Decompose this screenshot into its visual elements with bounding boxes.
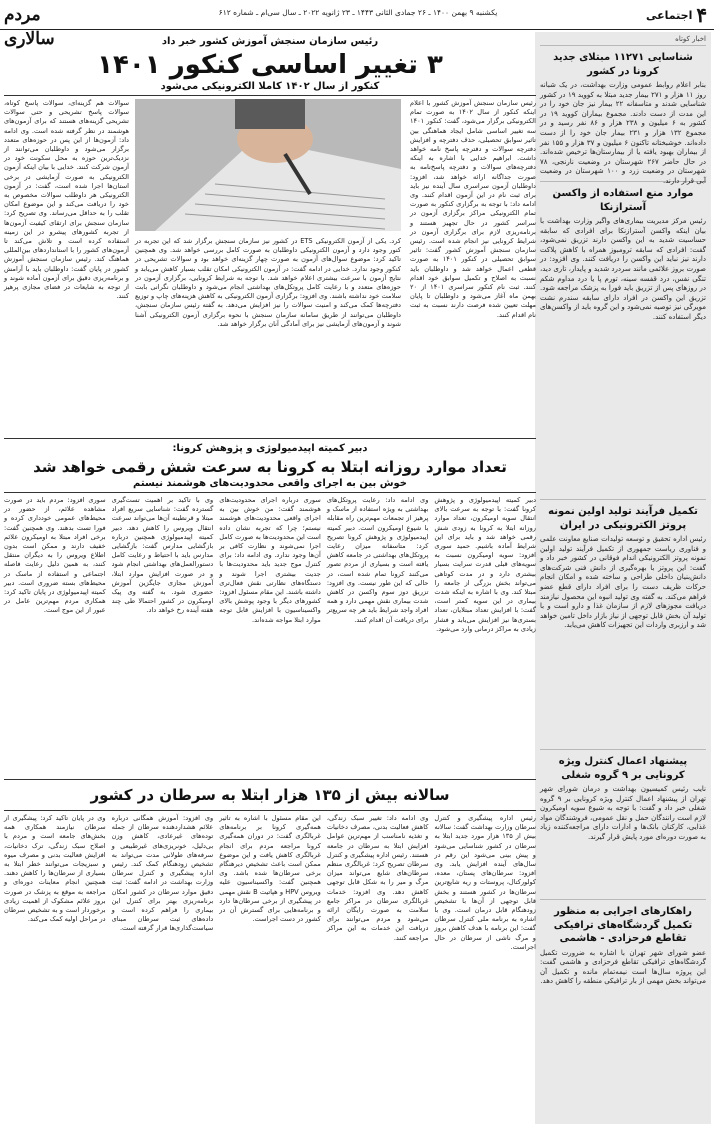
article-subhead: خوش بین به اجرای واقعی محدودیت‌های هوشمند نیستم <box>133 478 407 489</box>
article-konkur <box>4 99 536 435</box>
article-column: وی ادامه داد: رعایت پروتکل‌های بهداشتی به ویژه استفاده از ماسک و پرهیز از تجمعات مهم‌ترین راه مقابله با شیوع اومیکرون است. دبیر کمیته اپیدمیولوژی و پژوهش کرونا تصریح کرد: متاسفانه میزان رعایت پروتکل‌های بهداشتی در جامعه کاهش یافته است و بسیاری از مردم تصور می‌کنند کرونا تمام شده است، در حالی که این طور نیست. وی افزود: تزریق دوز سوم واکسن در کاهش شدت بیماری نقش مهمی دارد و همه افراد واجد شرایط باید هر چه سریع‌تر برای دریافت آن اقدام کنند. <box>326 496 429 624</box>
article-corona <box>4 443 536 776</box>
issue-line: یکشنبه ۹ بهمن ۱۴۰۰ ـ ۲۶ جمادی الثانی ۱۴۴۳ ـ ۲۳ ژانویه ۲۰۲۲ ـ سال سی‌ام ـ شماره ۶۱۲ <box>218 8 498 17</box>
article-column: رئیس سازمان سنجش آموزش کشور با اعلام اینکه کنکور از سال ۱۴۰۲ به صورت تمام الکترونیکی برگزار می‌شود، گفت: کنکور ۱۴۰۱ سه تغییر اساسی شامل ایجاد هماهنگی بین تاثیر سوابق تحصیلی، حذف دفترچه و افزایش دفترچه سوالات و دفترچه پاسخ نامه خواهد داشت. ابراهیم خدایی با اشاره به اینکه دفترچه‌های سوالات و دفترچه پاسخ‌نامه به صورت جداگانه ارائه خواهد شد، افزود: داوطلبان آزمون سراسری سال آینده نیز باید برای ثبت نام در این آزمون اقدام کنند. وی ادامه داد: با توجه به برگزاری کنکور به صورت تمام الکترونیکی مراکز برگزاری آزمون در سراسر کشور در حال تجهیز هستند و برنامه‌ریزی لازم برای برگزاری آزمون در شرایط کرونایی نیز انجام شده است. رئیس سازمان سنجش آموزش کشور گفت: تاثیر سوابق تحصیلی در کنکور ۱۴۰۱ به صورت قطعی اعمال خواهد شد و داوطلبان باید نسبت به اصلاح و تکمیل سوابق خود اقدام کنند. ثبت نام کنکور سراسری ۱۴۰۱ از ۲۰ بهمن ماه آغاز می‌شود و داوطلبان تا پایان مهلت تعیین شده فرصت دارند نسبت به ثبت نام اقدام کنند. <box>410 99 536 319</box>
sidebar-item-title: موارد منع استفاده از واکسن آسترازنکا <box>552 188 694 213</box>
article-kicker: رئیس سازمان سنجش آموزش کشور خبر داد <box>161 36 379 47</box>
divider <box>4 492 536 493</box>
hand-writing-icon <box>135 99 401 231</box>
article-column: دبیر کمیته اپیدمیولوژی و پژوهش کرونا گفت: با توجه به سرعت بالای انتقال سویه اومیکرون، تعداد موارد روزانه ابتلا به کرونا به زودی شش رقمی خواهد شد و باید برای این شرایط آماده باشیم. حمید سوری افزود: سویه اومیکرون نسبت به سویه‌های قبلی قدرت سرایت بسیار بیشتری دارد و در مدت کوتاهی می‌تواند بخش بزرگی از جامعه را مبتلا کند. وی با اشاره به اینکه شدت بیماری در این سویه کمتر است، گفت: با افزایش تعداد مبتلایان، تعداد بستری‌ها نیز افزایش می‌یابد و فشار زیادی به مراکز درمانی وارد می‌شود. <box>434 496 536 633</box>
article-column: سوری درباره اجرای محدودیت‌های هوشمند گفت: من خوش بین به اجرای واقعی محدودیت‌های هوشمند نیستم؛ چرا که تجربه نشان داده است این محدودیت‌ها به صورت کامل اجرا نمی‌شوند و نظارت کافی بر آن‌ها وجود ندارد. وی ادامه داد: برای کنترل موج جدید باید محدودیت‌ها با جدیت بیشتری اجرا شوند و دستگاه‌های نظارتی نقش فعال‌تری داشته باشند. این مقام مسئول افزود: کشورهای دیگر با وجود پوشش بالای واکسیناسیون با افزایش قابل توجه موارد ابتلا مواجه شده‌اند. <box>219 496 321 624</box>
article-headline: ۳ تغییر اساسی کنکور ۱۴۰۱ <box>97 50 443 80</box>
sidebar-label: اخبار کوتاه <box>540 32 706 46</box>
main-content <box>4 32 536 1124</box>
news-sidebar <box>535 32 711 1124</box>
sidebar-item-text: رئیس مرکز مدیریت بیماری‌های واگیر وزارت بهداشت با بیان اینکه واکسن آسترازنکا برای افرادی که سابقه حساسیت شدید به این واکسن دارند تزریق نمی‌شود، گفت: افرادی که سابقه ترومبوز همراه با کاهش پلاکت دارند نیز نباید این واکسن را دریافت کنند. وی افزود: در صورت بروز علائمی مانند سردرد شدید و پایدار، تاری دید، تنگی نفس، درد قفسه سینه، تورم پا یا درد مداوم شکم در روزهای پس از تزریق باید فورا به پزشک مراجعه شود. تزریق این واکسن در افراد دارای سابقه سندرم نشت مویرگی نیز توصیه نمی‌شود و این گروه باید از واکسن‌های دیگر استفاده کنند. <box>540 217 706 321</box>
article-column: وی افزود: آموزش همگانی درباره علائم هشداردهنده سرطان از جمله توده‌های غیرعادی، کاهش وزن بی‌دلیل، خونریزی‌های غیرطبیعی و سرفه‌های طولانی مدت می‌تواند به تشخیص زودهنگام کمک کند. رئیس اداره پیشگیری و کنترل سرطان وزارت بهداشت در ادامه گفت: ثبت دقیق موارد سرطان در کشور امکان برنامه‌ریزی بهتر برای کنترل این بیماری را فراهم کرده است و داده‌های ثبت سرطان مبنای سیاست‌گذاری‌ها قرار گرفته است. <box>111 814 214 933</box>
article-column: سوری افزود: مردم باید در صورت مشاهده علائم، از حضور در محیط‌های عمومی خودداری کرده و فورا تست بدهند. وی همچنین گفت: برخی افراد مبتلا به اومیکرون علائم خفیف دارند و ممکن است بدون اطلاع ویروس را به دیگران منتقل کنند، به همین دلیل رعایت فاصله اجتماعی و استفاده از ماسک در محیط‌های بسته ضروری است. دبیر کمیته اپیدمیولوژی در پایان تاکید کرد: همکاری مردم مهم‌ترین عامل در عبور از این موج است. <box>4 496 106 615</box>
exam-photo <box>135 99 401 231</box>
sidebar-item-text: نایب رئیس کمیسیون بهداشت و درمان شورای شهر تهران از پیشنهاد اعمال کنترل ویژه کرونایی بر ۹ گروه شغلی خبر داد و گفت: با توجه به شیوع سویه اومیکرون لازم است رانندگان حمل و نقل عمومی، فروشندگان مواد غذایی، کارکنان بانک‌ها و ادارات دارای مراجعه‌کننده زیاد به صورت دوره‌ای مورد پایش قرار گیرند. <box>540 785 706 841</box>
article-kicker: دبیر کمیته اپیدمیولوژی و پژوهش کرونا: <box>172 443 368 454</box>
section-name: اجتماعی <box>646 8 693 22</box>
page-number: ۴ <box>696 3 708 27</box>
article-cancer <box>4 783 536 1114</box>
article-column: سوالات هم گزینه‌ای، سوالات پاسخ کوتاه، سوالات پاسخ تشریحی و حتی سوالات تشریحی گزینه‌های هستند که برای آزمون‌های هوشمند در نظر گرفته شده است. وی ادامه داد: آزمون‌ها از این پس در حوزه‌های متعدد برگزار می‌شود و داوطلبان می‌توانند از نزدیک‌ترین حوزه به محل سکونت خود در آزمون شرکت کنند. خدایی با بیان اینکه آزمون الکترونیکی به صورت آزمایشی در برخی استان‌ها اجرا شده است، گفت: در آزمون الکترونیکی هر داوطلب سوالات مخصوص به خود را دریافت می‌کند و این موضوع امکان تقلب را به حداقل می‌رساند. وی تصریح کرد: سازمان سنجش برای ارتقای کیفیت آزمون‌ها از تجربه کشورهای پیشرو در این زمینه استفاده کرده است و تلاش می‌کند تا آزمون‌های کشور را با استانداردهای بین‌المللی هماهنگ کند. رئیس سازمان سنجش آموزش کشور در پایان گفت: داوطلبان باید با آرامش و برنامه‌ریزی دقیق برای آزمون آماده شوند و از توجه به شایعات در فضای مجازی پرهیز کنند. <box>4 99 129 301</box>
article-column: وی ادامه داد: تغییر سبک زندگی، کاهش فعالیت بدنی، مصرف دخانیات و تغذیه نامناسب از مهم‌ترین عوامل افزایش ابتلا به سرطان در جامعه هستند. رئیس اداره پیشگیری و کنترل سرطان تصریح کرد: غربالگری منظم سرطان‌های شایع می‌تواند میزان مرگ و میر را به شکل قابل توجهی کاهش دهد. وی افزود: خدمات غربالگری سرطان در مراکز جامع سلامت به صورت رایگان ارائه می‌شود و مردم می‌توانند برای دریافت این خدمات به این مراکز مراجعه کنند. <box>326 814 429 942</box>
sidebar-item-title: راهکارهای اجرایی به منظور تکمیل گردشگاه‌های ترافیکی تقاطع فرحزادی - هاشمی <box>553 906 693 944</box>
divider <box>4 810 536 811</box>
article-headline: سالانه بیش از ۱۳۵ هزار ابتلا به سرطان در کشور <box>90 786 450 804</box>
divider <box>4 438 536 439</box>
divider <box>4 95 536 96</box>
sidebar-item-title: تکمیل فرآیند تولید اولین نمونه پروتز الکترونیکی در ایران <box>548 506 698 531</box>
article-column: وی در پایان تاکید کرد: پیشگیری از سرطان نیازمند همکاری همه بخش‌های جامعه است و مردم با اصلاح سبک زندگی، ترک دخانیات، افزایش فعالیت بدنی و مصرف میوه و سبزیجات می‌توانند خطر ابتلا به بسیاری از سرطان‌ها را کاهش دهند. همچنین انجام معاینات دوره‌ای و مراجعه به موقع به پزشک در صورت بروز علائم مشکوک از اهمیت زیادی برخوردار است و به تشخیص سرطان در مراحل اولیه کمک می‌کند. <box>4 814 106 924</box>
article-column: وی با تاکید بر اهمیت تست‌گیری گسترده گفت: شناسایی سریع افراد مبتلا و قرنطینه آن‌ها می‌تواند سرعت انتقال ویروس را کاهش دهد. دبیر کمیته اپیدمیولوژی همچنین درباره بازگشایی مدارس گفت: بازگشایی مدارس باید با احتیاط و رعایت کامل دستورالعمل‌های بهداشتی انجام شود و در صورت افزایش موارد ابتلا، آموزش مجازی جایگزین آموزش حضوری شود. به گفته وی پیک اومیکرون در کشور احتمالا طی چند هفته آینده رخ خواهد داد. <box>111 496 214 615</box>
article-column: کرد. یکی از آزمون الکترونیکی ETS در کشور نیز سازمان سنجش برگزار شد که این تجربه در کنور وجود دارد و آزمون الکترونیکی داوطلبان به صورت کامل بررسی خواهد شد. وی همچنین تاکید کرد: موضوع سوال‌های آزمون به صورت چهار گزینه‌ای خواهد بود و سوالات تشریحی در کنکور وجود ندارد. خدایی در ادامه گفت: در آزمون الکترونیکی امکان تقلب بسیار کاهش می‌یابد و نتایج آزمون با سرعت بیشتری اعلام خواهد شد. با توجه به شرایط کرونایی، برگزاری آزمون در حوزه‌های متعدد و با رعایت کامل پروتکل‌های بهداشتی انجام می‌شود و داوطلبان نگرانی بابت سلامت خود نداشته باشند. وی افزود: برگزاری آزمون الکترونیکی به کاهش هزینه‌های چاپ و توزیع دفترچه‌ها کمک می‌کند و امنیت سوالات را نیز افزایش می‌دهد. به گفته رئیس سازمان سنجش، داوطلبان می‌توانند از طریق سامانه سازمان سنجش با نحوه برگزاری آزمون الکترونیکی آشنا شوند و آزمون‌های آزمایشی نیز برای آمادگی آنان برگزار خواهد شد. <box>135 237 401 328</box>
sidebar-item-text: بنابر اعلام روابط عمومی وزارت بهداشت، در یک شبانه روز ۱۱ هزار و ۲۷۱ بیمار جدید مبتلا به کووید ۱۹ در کشور شناسایی شدند و متاسفانه ۲۲ بیمار نیز جان خود را در این مدت از دست دادند. مجموع بیماران کووید ۱۹ در کشور به ۶ میلیون و ۲۳۸ هزار و ۸۶ نفر رسید و در مجموع ۱۳۲ هزار و ۲۳۱ بیمار جان خود را از دست داده‌اند. خوشبختانه تاکنون ۶ میلیون و ۳۷ هزار و ۱۵۵ نفر از بیماران بهبود یافته یا از بیمارستان‌ها ترخیص شده‌اند. در حال حاضر ۲۶۷ شهرستان در وضعیت نارنجی، ۷۸ شهرستان در وضعیت زرد و ۱۰۰ شهرستان در وضعیت آبی قرار دارند. <box>540 81 707 185</box>
sidebar-item-text: رئیس اداره تحقیق و توسعه تولیدات صنایع معاونت علمی و فناوری ریاست جمهوری از تکمیل فرآیند تولید اولین نمونه پروتز الکترونیکی اندام فوقانی در کشور خبر داد و گفت: این پروتز با بهره‌گیری از دانش فنی شرکت‌های دانش‌بنیان داخلی طراحی و ساخته شده و امکان انجام حرکات ظریف دست را برای افراد دارای قطع عضو فراهم می‌کند. به گفته وی تولید انبوه این محصول نیازمند دریافت مجوزهای لازم از سازمان غذا و دارو است و با تولید آن بخش قابل توجهی از نیاز بازار داخل تامین خواهد شد و ارزبری واردات این تجهیزات کاهش می‌یابد. <box>540 535 706 630</box>
article-headline: تعداد موارد روزانه ابتلا به کرونا به سرعت شش رقمی خواهد شد <box>33 458 507 476</box>
article-subhead: کنکور از سال ۱۴۰۲ کاملا الکترونیکی می‌شود <box>160 81 380 92</box>
sidebar-item-text: عضو شورای شهر تهران با اشاره به ضرورت تکمیل گردشگاه‌های ترافیکی تقاطع فرحزادی و هاشمی گفت: این پروژه سال‌ها است نیمه‌تمام مانده و تکمیل آن می‌تواند بخش مهمی از بار ترافیکی منطقه را کاهش دهد. <box>540 948 706 986</box>
article-columns <box>4 814 536 1114</box>
sidebar-item-title: شناسایی ۱۱۲۷۱ مبتلای جدید کرونا در کشور <box>553 52 693 77</box>
article-columns <box>4 496 536 776</box>
sidebar-item-title: پیشنهاد اعمال کنترل ویژه کرونایی بر ۹ گروه شغلی <box>558 756 688 781</box>
divider <box>540 899 706 900</box>
newspaper-logo: مردم سالاری <box>4 5 55 49</box>
article-column: رئیس اداره پیشگیری و کنترل سرطان وزارت بهداشت گفت: سالانه بیش از ۱۳۵ هزار مورد جدید ابتلا به سرطان در کشور شناسایی می‌شود و پیش بینی می‌شود این رقم در سال‌های آینده افزایش یابد. وی افزود: سرطان‌های پستان، معده، کولورکتال، پروستات و ریه شایع‌ترین سرطان‌ها در کشور هستند و بخش قابل توجهی از آن‌ها با تشخیص زودهنگام قابل درمان است. وی با اشاره به برنامه ملی کنترل سرطان گفت: این برنامه با هدف کاهش بروز و مرگ ناشی از سرطان در حال اجراست. <box>434 814 536 951</box>
divider <box>540 499 706 500</box>
article-column: این مقام مسئول با اشاره به تاثیر همه‌گیری کرونا بر برنامه‌های غربالگری گفت: در دوران همه‌گیری کرونا مراجعه مردم برای انجام غربالگری کاهش یافت و این موضوع ممکن است باعث تشخیص دیرهنگام برخی سرطان‌ها شده باشد. وی همچنین گفت: واکسیناسیون علیه ویروس HPV و هپاتیت B نقش مهمی در پیشگیری از برخی سرطان‌ها دارد و برنامه‌هایی برای گسترش آن در کشور در دست اجراست. <box>219 814 321 924</box>
section-tag <box>646 0 714 30</box>
divider <box>540 749 706 750</box>
divider <box>4 779 536 780</box>
